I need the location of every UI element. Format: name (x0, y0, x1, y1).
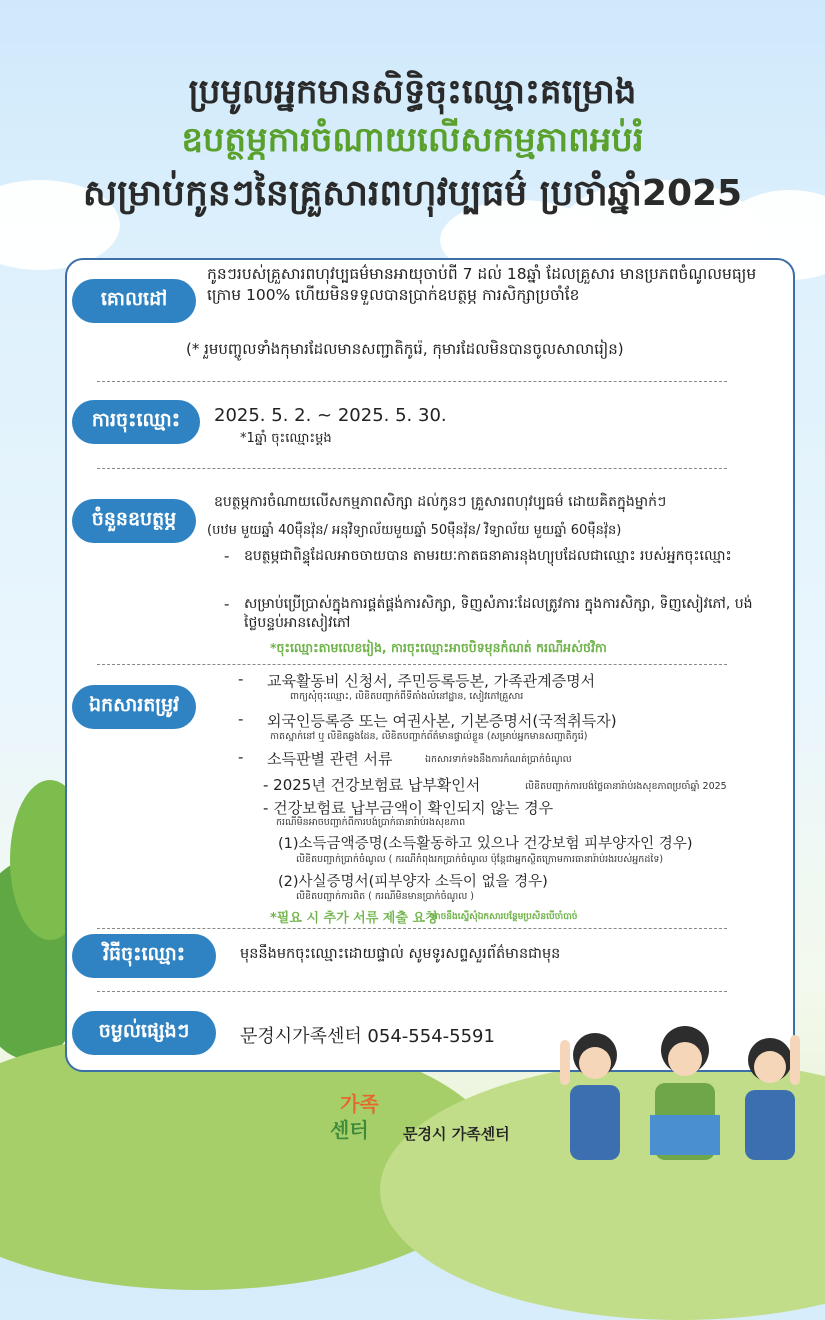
doc-extra: *필요 시 추가 서류 제출 요청 (270, 911, 438, 926)
contact-label: ចម្ងល់ផ្សេងៗ (72, 1011, 216, 1055)
registration-period: 2025. 5. 2. ~ 2025. 5. 30. (214, 405, 447, 426)
bullet-dash: - (238, 710, 244, 728)
footer-org-name: 문경시 가족센터 (403, 1125, 510, 1143)
doc-sub-1: - 2025년 건강보험료 납부확인서 (263, 776, 481, 794)
target-note: (* រួមបញ្ចូលទាំងកុមារដែលមានសញ្ជាតិកូរ៉េ, កុមារដែលមិនបានចូលសាលារៀន) (186, 340, 624, 358)
students-illustration (555, 1015, 825, 1160)
doc-item-1: 교육활동비 신청서, 주민등록등본, 가족관계증명서 (267, 672, 596, 690)
doc-sub-2: - 건강보험료 납부금액이 확인되지 않는 경우 (263, 799, 554, 817)
divider (97, 991, 727, 992)
title-line-1: ប្រមូលអ្នកមានសិទ្ធិចុះឈ្មោះគម្រោង (188, 72, 637, 112)
target-text: កូនៗរបស់គ្រួសារពហុវប្បធម៌មានអាយុចាប់ពី 7 ដល់ 18ឆ្នាំ ដែលគ្រួសារ មានប្រភពចំណូលមធ្យមក្រោម 100% ហើយមិនទទួលបានប្រាក់ឧបត្ថម្ភ ការសិក្សាប្រចាំខែ (207, 265, 757, 304)
contact-text: 문경시가족센터 054-554-5591 (240, 1026, 495, 1047)
amount-bullet-1: ឧបត្ថម្ភជាពិន្ទុដែលអាចចាយបាន តាមរយៈកាតធនាគារនុងហ្យុបដែលជាឈ្មោះ របស់អ្នកចុះឈ្មោះ (244, 548, 732, 564)
bullet-dash: - (224, 595, 230, 613)
amount-notice: *ចុះឈ្មោះតាមលេខរៀង, ការចុះឈ្មោះអាចបិទមុនកំណត់ ករណីអស់ថវិកា (270, 640, 607, 655)
bullet-dash: - (224, 547, 230, 565)
registration-label: ការចុះឈ្មោះ (72, 400, 200, 444)
doc-sub-2b: (2)사실증명서(피부양자 소득이 없을 경우) (278, 874, 548, 890)
amount-line-1: ឧបត្ថម្ភការចំណាយលើសកម្មភាពសិក្សា ដល់កូនៗ គ្រួសារពហុវប្បធម៌ ដោយគិតក្នុងម្នាក់ៗ (214, 494, 667, 510)
bullet-dash: - (238, 748, 244, 766)
doc-sub-1-kh: លិខិតបញ្ជាក់ការបង់ថ្លៃធានារ៉ាប់រងសុខភាពប្រចាំឆ្នាំ 2025 (525, 781, 727, 792)
title-line-2: ឧបត្ថម្ភការចំណាយលើសកម្មភាពអប់រំ (181, 120, 644, 160)
amount-bullet-2: សម្រាប់ប្រើប្រាស់ក្នុងការផ្គត់ផ្គង់ការសិក្សា, ទិញសំភារៈដែលត្រូវការ ក្នុងការសិក្សា, ទិញសៀវភៅ, បង់ថ្លៃបន្ទប់អានសៀវភៅ (244, 596, 753, 631)
bullet-dash: - (238, 670, 244, 688)
title-line-3: សម្រាប់កូនៗនៃគ្រួសារពហុវប្បធម៌ ប្រចាំឆ្នាំ2025 (82, 173, 743, 214)
divider (97, 381, 727, 382)
doc-extra-kh: អាចនឹងស្នើសុំឯកសារបន្ថែមប្រសិនបើចាំបាច់ (432, 912, 578, 922)
doc-sub-2a-kh: លិខិតបញ្ជាក់ប្រាក់ចំណូល ( ករណីកំពុងរកប្រាក់ចំណូល ប៉ុន្តែជាអ្នកស្ថិតក្រោមការធានារ៉ាប់រងរបស់អ្នកដទៃ) (296, 854, 664, 865)
doc-item-3: 소득판별 관련 서류 (267, 750, 393, 768)
divider (97, 468, 727, 469)
doc-sub-2a: (1)소득금액증명(소득활동하고 있으나 건강보험 피부양자인 경우) (278, 836, 693, 852)
method-text: មុននឹងមកចុះឈ្មោះដោយផ្ទាល់ សូមទូរសព្ទសួរព័ត៌មានជាមុន (240, 946, 561, 962)
logo-bottom-text: 센터 (330, 1118, 369, 1142)
doc-sub-2-kh: ករណីមិនអាចបញ្ជាក់ពីការបង់ប្រាក់ធានារ៉ាប់រងសុខភាព (276, 817, 466, 828)
amount-label: ចំនួនឧបត្ថម្ភ (72, 499, 196, 543)
doc-sub-2b-kh: លិខិតបញ្ជាក់ការពិត ( ករណីមិនមានប្រាក់ចំណូល ) (296, 891, 474, 902)
doc-item-2: 외국인등록증 또는 여권사본, 기본증명서(국적취득자) (267, 712, 617, 730)
doc-item-1-sub: ពាក្យសុំចុះឈ្មោះ, លិខិតបញ្ជាក់ពីទីតាំងលំនៅដ្ឋាន, សៀវភៅគ្រួសារ (290, 691, 524, 702)
doc-item-2-sub: កាតស្នាក់នៅ ឬ លិខិតឆ្លងដែន, លិខិតបញ្ជាក់ព័ត៌មានផ្ទាល់ខ្លួន (សម្រាប់អ្នកមានសញ្ជាតិកូរ៉េ) (270, 731, 588, 742)
registration-note: *1ឆ្នាំ ចុះឈ្មោះម្តង (240, 431, 332, 446)
method-label: វិធីចុះឈ្មោះ (72, 934, 216, 978)
logo-top-text: 가족 (340, 1092, 379, 1116)
family-center-logo (330, 1088, 390, 1148)
documents-label: ឯកសារតម្រូវ (72, 685, 196, 729)
divider (97, 664, 727, 665)
divider (97, 928, 727, 929)
amount-line-2: (បឋម មួយឆ្នាំ 40ម៉ឺនវ៉ុន/ អនុវិទ្យាល័យមួយឆ្នាំ 50ម៉ឺនវ៉ុន/ វិទ្យាល័យ មួយឆ្នាំ 60ម៉ឺនវ៉ុន) (207, 523, 622, 538)
doc-item-3-sub: ឯកសារទាក់ទងនឹងការកំណត់ប្រាក់ចំណូល (425, 754, 572, 765)
target-label: គោលដៅ (72, 279, 196, 323)
